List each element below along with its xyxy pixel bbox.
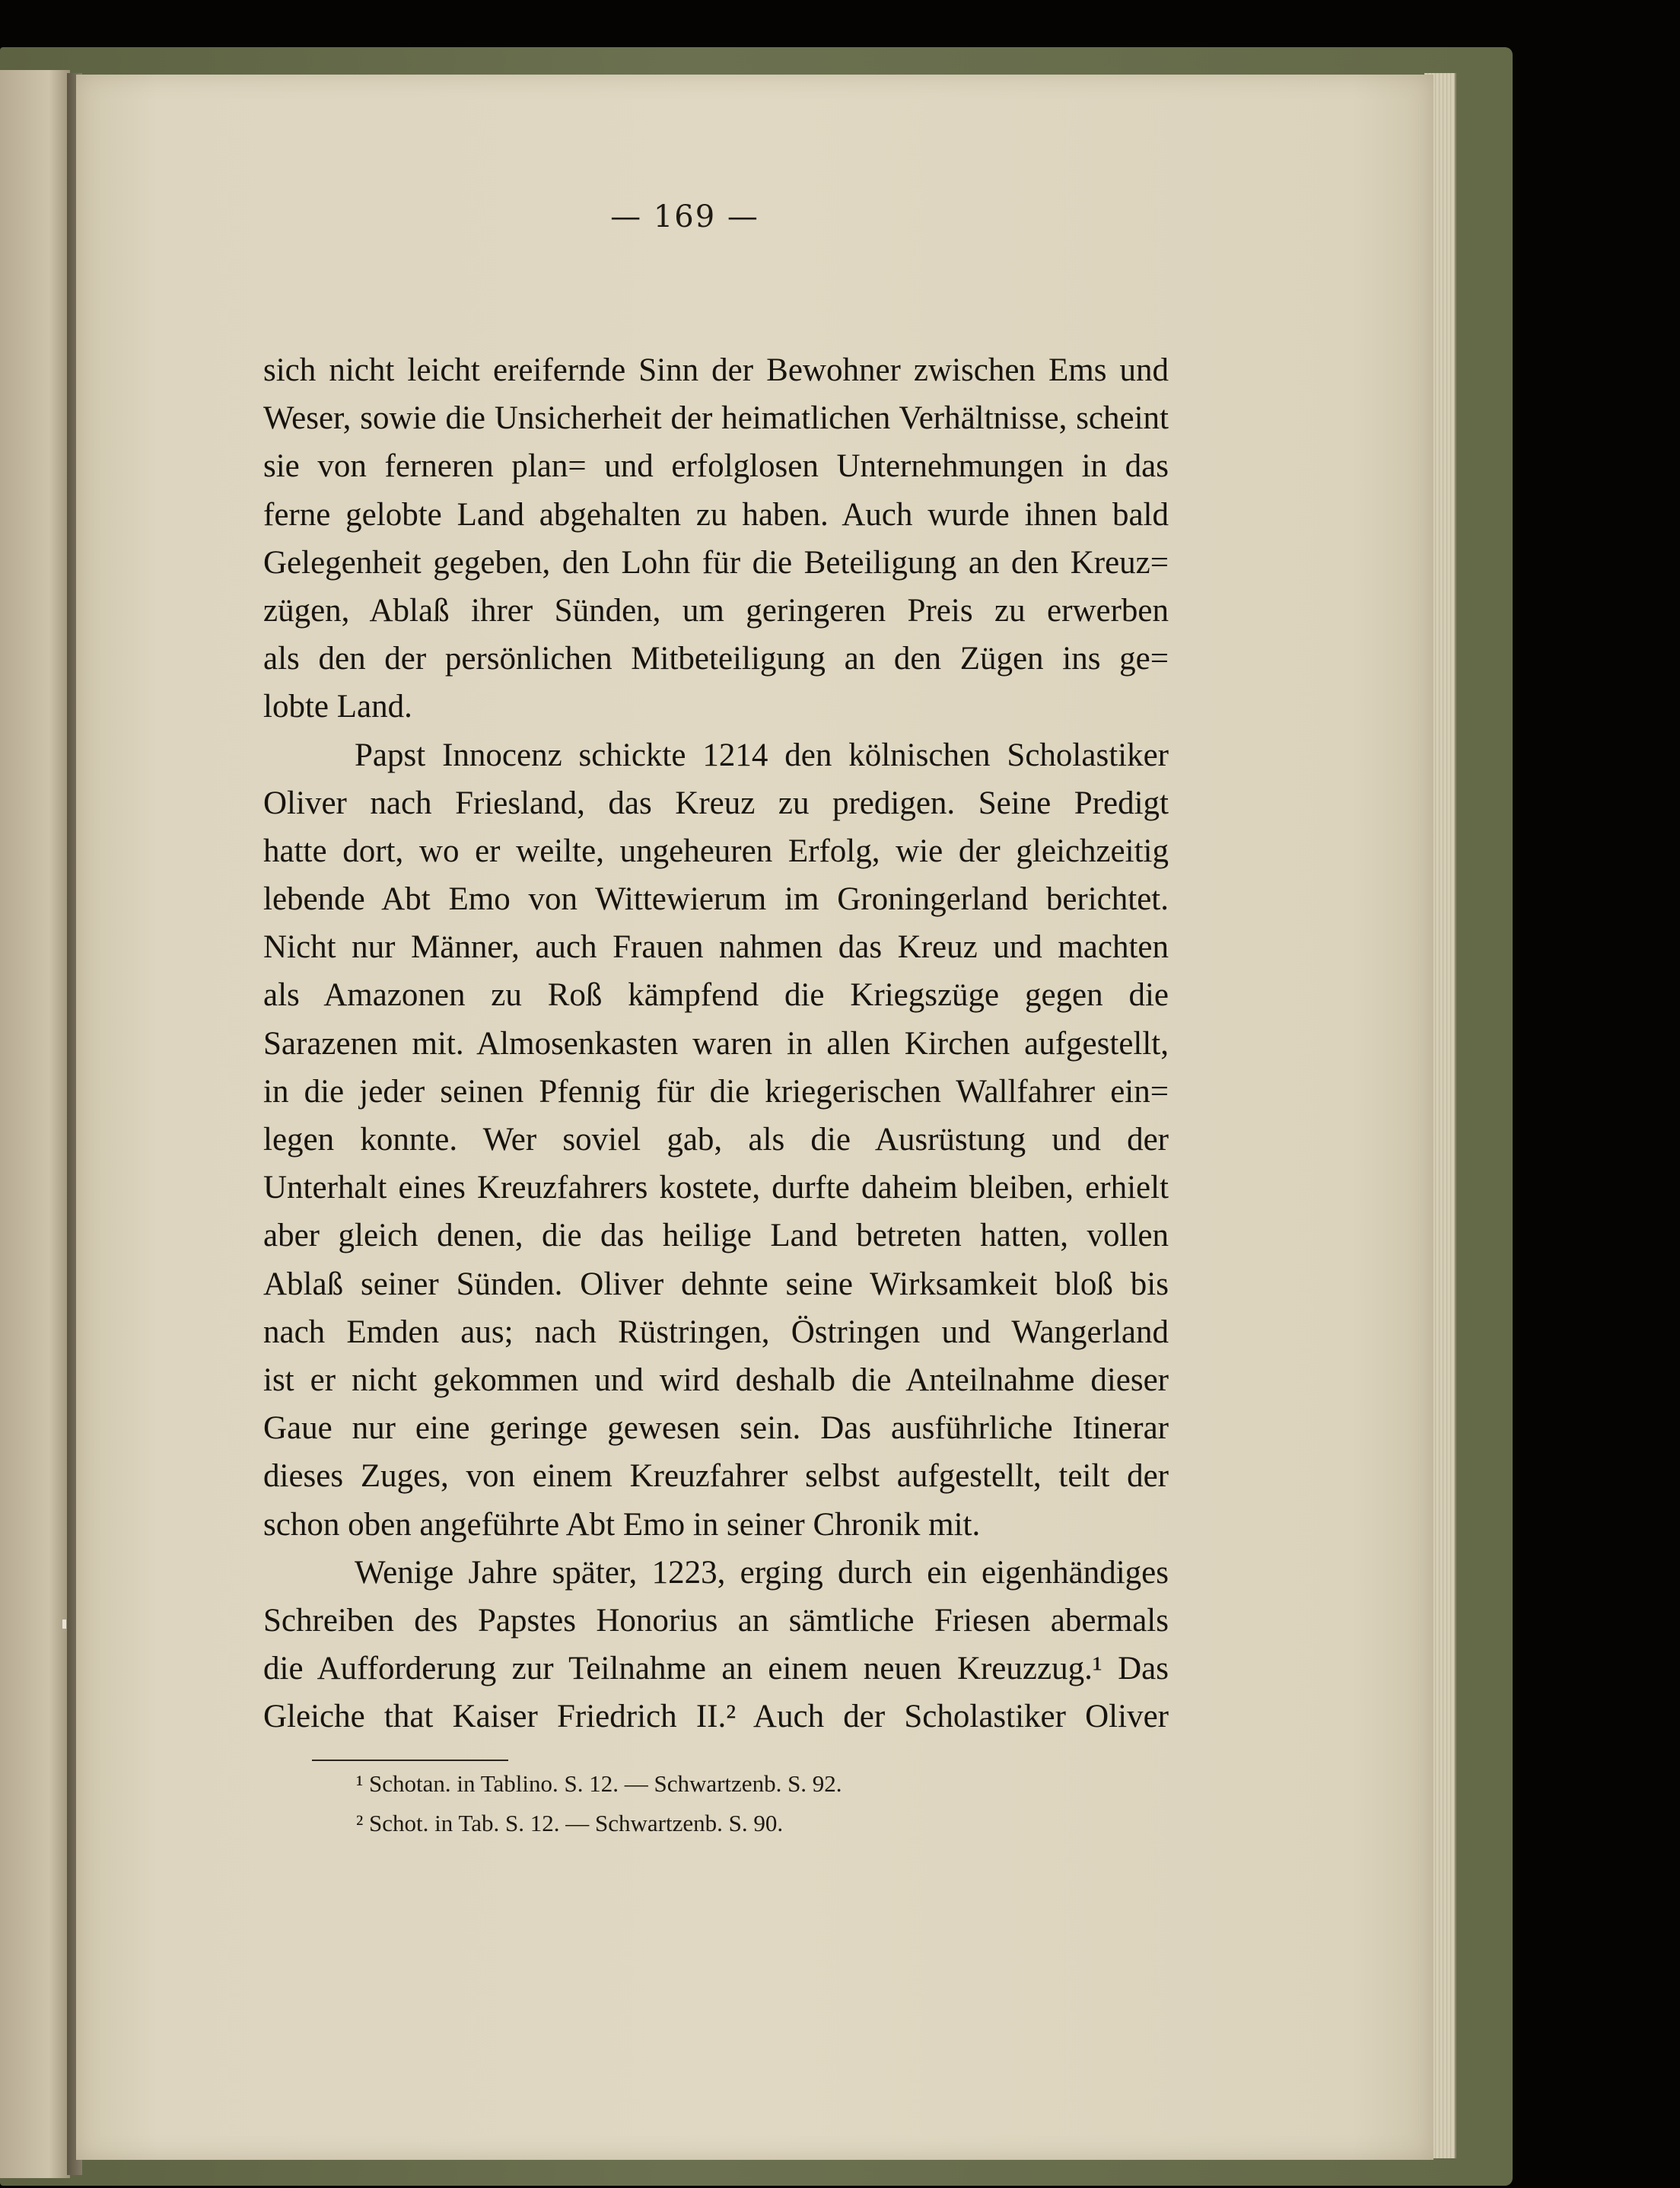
text-line: Sarazenen mit. Almosenkasten waren in allen Kirchen aufgestellt, (263, 1025, 1169, 1062)
text-line: Gaue nur eine geringe gewesen sein. Das ausführliche Itinerar (263, 1410, 1169, 1447)
text-line: dieses Zuges, von einem Kreuzfahrer selbst aufgestellt, teilt der (263, 1458, 1169, 1495)
footnote: ² Schot. in Tab. S. 12. — Schwartzenb. S. 90. (356, 1810, 784, 1836)
text-line: lobte Land. (263, 689, 412, 725)
left-page-edge (0, 70, 70, 2178)
text-line: schon oben angeführte Abt Emo in seiner Chronik mit. (263, 1506, 981, 1543)
text-line: die Aufforderung zur Teilnahme an einem neuen Kreuzzug.¹ Das (263, 1651, 1169, 1687)
footnote: ¹ Schotan. in Tablino. S. 12. — Schwartzenb. S. 92. (356, 1770, 842, 1797)
text-line: ist er nicht gekommen und wird deshalb die Anteilnahme dieser (263, 1362, 1169, 1398)
text-line: als den der persönlichen Mitbeteiligung an den Zügen ins ge= (263, 641, 1169, 677)
text-line: aber gleich denen, die das heilige Land betreten hatten, vollen (263, 1218, 1169, 1254)
text-line: legen konnte. Wer soviel gab, als die Ausrüstung und der (263, 1122, 1169, 1158)
text-line: nach Emden aus; nach Rüstringen, Östringen und Wangerland (263, 1314, 1169, 1350)
text-line: Nicht nur Männer, auch Frauen nahmen das Kreuz und machten (263, 929, 1169, 966)
text-line: Gleiche that Kaiser Friedrich II.² Auch der Scholastiker Oliver (263, 1699, 1169, 1735)
text-line: hatte dort, wo er weilte, ungeheuren Erfolg, wie der gleichzeitig (263, 833, 1169, 869)
text-line: lebende Abt Emo von Wittewierum im Groningerland berichtet. (263, 881, 1169, 918)
footnotes (356, 1764, 1041, 1843)
footnote-divider (312, 1760, 508, 1761)
text-line: Oliver nach Friesland, das Kreuz zu predigen. Seine Predigt (263, 785, 1169, 821)
text-line: Schreiben des Papstes Honorius an sämtliche Friesen abermals (263, 1602, 1169, 1639)
text-line: als Amazonen zu Roß kämpfend die Kriegszüge gegen die (263, 977, 1169, 1014)
text-line: sie von ferneren plan= und erfolglosen Unternehmungen in das (263, 448, 1169, 485)
text-line: sich nicht leicht ereifernde Sinn der Bewohner zwischen Ems und (263, 352, 1169, 388)
text-line: ferne gelobte Land abgehalten zu haben. Auch wurde ihnen bald (263, 496, 1169, 533)
text-line: Wenige Jahre später, 1223, erging durch ein eigenhändiges (355, 1554, 1169, 1591)
text-line: Unterhalt eines Kreuzfahrers kostete, durfte daheim bleiben, erhielt (263, 1170, 1169, 1206)
margin-mark (62, 1620, 66, 1629)
text-line: zügen, Ablaß ihrer Sünden, um geringeren Preis zu erwerben (263, 592, 1169, 629)
text-line: Ablaß seiner Sünden. Oliver dehnte seine Wirksamkeit bloß bis (263, 1266, 1169, 1302)
text-line: in die jeder seinen Pfennig für die kriegerischen Wallfahrer ein= (263, 1073, 1169, 1110)
text-line: Weser, sowie die Unsicherheit der heimatlichen Verhältnisse, scheint (263, 400, 1169, 437)
text-line: Papst Innocenz schickte 1214 den kölnischen Scholastiker (355, 737, 1169, 773)
page-number: — 169 — (610, 199, 759, 234)
body-text (263, 346, 1169, 1741)
text-line: Gelegenheit gegeben, den Lohn für die Beteiligung an den Kreuz= (263, 544, 1169, 581)
